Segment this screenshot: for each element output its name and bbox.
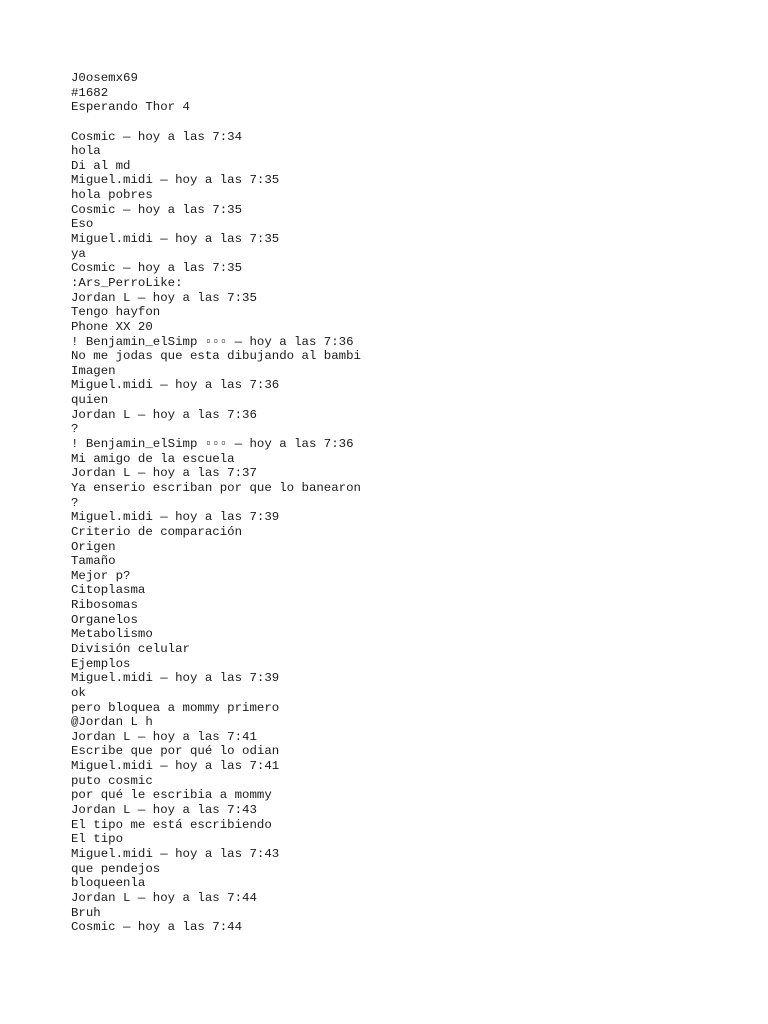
chat-line: Eso xyxy=(71,217,94,232)
chat-line: quien xyxy=(71,393,109,408)
chat-line: Bruh xyxy=(71,905,101,920)
chat-line: ? xyxy=(71,495,79,510)
chat-line: bloqueenla xyxy=(71,876,146,891)
chat-line: Tengo hayfon xyxy=(71,305,161,320)
chat-line: Mi amigo de la escuela xyxy=(71,451,235,466)
chat-line: ! Benjamin_elSimp ▫▫▫ — hoy a las 7:36 xyxy=(71,437,354,452)
chat-line: :Ars_PerroLike: xyxy=(71,275,183,290)
spacer xyxy=(71,115,751,130)
chat-line: Miguel.midi — hoy a las 7:39 xyxy=(71,671,280,686)
chat-line: Di al md xyxy=(71,158,131,173)
chat-line: Phone XX 20 xyxy=(71,319,153,334)
chat-line: El tipo xyxy=(71,832,124,847)
chat-line: Jordan L — hoy a las 7:35 xyxy=(71,290,257,305)
chat-line: Cosmic — hoy a las 7:35 xyxy=(71,261,243,276)
chat-line: Origen xyxy=(71,539,116,554)
chat-line: Jordan L — hoy a las 7:44 xyxy=(71,890,257,905)
chat-line: ok xyxy=(71,685,86,700)
chat-line: Tamaño xyxy=(71,554,116,569)
chat-line: Metabolismo xyxy=(71,627,153,642)
chat-line: Escribe que por qué lo odian xyxy=(71,744,280,759)
chat-line: que pendejos xyxy=(71,861,161,876)
chat-line: ? xyxy=(71,422,79,437)
chat-line: División celular xyxy=(71,641,190,656)
chat-line: Cosmic — hoy a las 7:44 xyxy=(71,920,243,935)
chat-line: No me jodas que esta dibujando al bambi xyxy=(71,349,361,364)
chat-line: puto cosmic xyxy=(71,773,153,788)
chat-line: Citoplasma xyxy=(71,583,146,598)
chat-line: por qué le escribia a mommy xyxy=(71,788,272,803)
chat-line: Cosmic — hoy a las 7:34 xyxy=(71,129,243,144)
chat-line: Mejor p? xyxy=(71,568,131,583)
user-tag-line: #1682 xyxy=(71,85,109,100)
chat-line: hola pobres xyxy=(71,188,153,203)
chat-line: Jordan L — hoy a las 7:43 xyxy=(71,803,257,818)
chat-line: Jordan L — hoy a las 7:41 xyxy=(71,729,257,744)
chat-line: Cosmic — hoy a las 7:35 xyxy=(71,202,243,217)
chat-line: Miguel.midi — hoy a las 7:35 xyxy=(71,232,280,247)
chat-line: ya xyxy=(71,246,86,261)
chat-line: Imagen xyxy=(71,363,116,378)
chat-line: Jordan L — hoy a las 7:36 xyxy=(71,407,257,422)
chat-line: Organelos xyxy=(71,612,138,627)
document-page xyxy=(71,71,751,935)
chat-line: Miguel.midi — hoy a las 7:41 xyxy=(71,759,280,774)
chat-line: hola xyxy=(71,144,101,159)
username-line: J0osemx69 xyxy=(71,71,138,85)
chat-line: El tipo me está escribiendo xyxy=(71,817,272,832)
chat-line: Ribosomas xyxy=(71,598,138,613)
chat-line: pero bloquea a mommy primero xyxy=(71,700,280,715)
chat-line: Criterio de comparación xyxy=(71,524,243,539)
chat-line: @Jordan L h xyxy=(71,715,153,730)
chat-line: Ejemplos xyxy=(71,656,131,671)
chat-line: Miguel.midi — hoy a las 7:39 xyxy=(71,510,280,525)
chat-line: Jordan L — hoy a las 7:37 xyxy=(71,466,257,481)
chat-line: ! Benjamin_elSimp ▫▫▫ — hoy a las 7:36 xyxy=(71,334,354,349)
chat-line: Miguel.midi — hoy a las 7:43 xyxy=(71,846,280,861)
chat-line: Miguel.midi — hoy a las 7:36 xyxy=(71,378,280,393)
channel-title-line: Esperando Thor 4 xyxy=(71,100,190,115)
chat-line: Ya enserio escriban por que lo banearon xyxy=(71,480,361,495)
chat-log xyxy=(71,130,751,935)
chat-line: Miguel.midi — hoy a las 7:35 xyxy=(71,173,280,188)
